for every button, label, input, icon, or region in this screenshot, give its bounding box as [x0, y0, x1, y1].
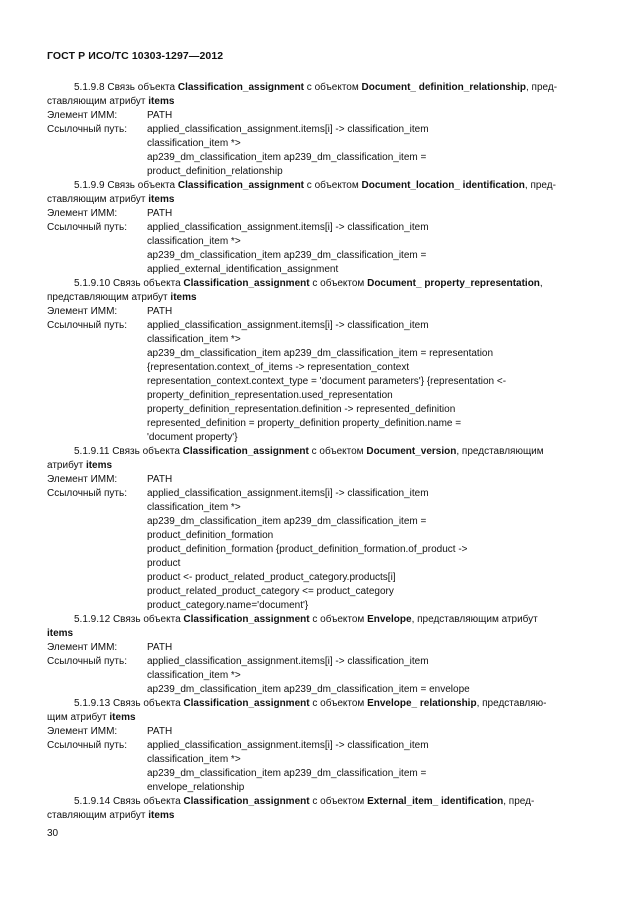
path-label: Ссылочный путь: [47, 124, 127, 135]
with-object-text: с объектом [306, 82, 359, 93]
source-entity: Classification_assignment [183, 278, 310, 289]
source-entity: Classification_assignment [183, 698, 310, 709]
element-label: Элемент ИММ: [47, 208, 118, 219]
section-number: 5.1.9.10 [74, 278, 111, 289]
element-label: Элемент ИММ: [47, 110, 118, 121]
path-line: representation_context.context_type = 'document parameters'} {representation <- [147, 376, 507, 387]
section-number: 5.1.9.12 [74, 614, 111, 625]
path-line: product_definition_formation {product_definition_formation.of_product -> [147, 544, 468, 555]
heading-continuation [47, 193, 583, 207]
element-row [47, 641, 583, 655]
with-object-text: с объектом [312, 698, 365, 709]
attribute-intro: атрибут [47, 460, 84, 471]
path-line: classification_item *> [147, 670, 241, 681]
path-line: ap239_dm_classification_item ap239_dm_classification_item = representation [147, 348, 494, 359]
link-text: Связь объекта [112, 614, 181, 625]
source-entity: Classification_assignment [182, 446, 309, 457]
source-entity: Classification_assignment [177, 180, 305, 191]
path-line: applied_classification_assignment.items[i] -> classification_item [147, 488, 429, 499]
link-text: Связь объекта [112, 698, 181, 709]
path-line: ap239_dm_classification_item ap239_dm_classification_item = [147, 250, 427, 261]
path-line: property_definition_representation.definition -> represented_definition [147, 404, 456, 415]
path-line: 'document property'} [147, 432, 238, 443]
attribute-name: items [85, 460, 113, 471]
target-entity: Document_ property_representation [367, 278, 540, 289]
attribute-name: items [47, 628, 74, 639]
path-label: Ссылочный путь: [47, 222, 127, 233]
path-row [47, 487, 583, 501]
link-text: Связь объекта [112, 796, 181, 807]
path-line: applied_classification_assignment.items[i] -> classification_item [147, 740, 429, 751]
element-value: PATH [147, 306, 173, 317]
attribute-intro: щим атрибут [47, 712, 107, 723]
element-value: PATH [147, 726, 173, 737]
source-entity: Classification_assignment [183, 614, 310, 625]
path-line: classification_item *> [147, 334, 241, 345]
path-label: Ссылочный путь: [47, 740, 127, 751]
section-heading [47, 179, 583, 193]
attribute-name: items [148, 96, 175, 107]
section-heading [47, 445, 583, 459]
path-row [47, 739, 583, 753]
path-row [47, 655, 583, 669]
path-row [47, 221, 583, 235]
link-text: Связь объекта [112, 446, 180, 457]
path-line: ap239_dm_classification_item ap239_dm_classification_item = envelope [147, 684, 470, 695]
element-value: PATH [147, 110, 173, 121]
page-number: 30 [47, 828, 59, 839]
path-label: Ссылочный путь: [47, 488, 127, 499]
target-entity: Envelope [367, 614, 412, 625]
element-value: PATH [147, 474, 173, 485]
path-line: ap239_dm_classification_item ap239_dm_classification_item = [147, 768, 427, 779]
target-entity: External_item_ identification [367, 796, 504, 807]
mapping-section [47, 445, 583, 613]
target-entity: Envelope_ relationship [367, 698, 477, 709]
section-heading [47, 613, 583, 627]
with-object-text: с объектом [312, 614, 365, 625]
document-header: ГОСТ Р ИСО/ТС 10303-1297—2012 [47, 50, 224, 62]
heading-continuation [47, 809, 583, 823]
heading-tail: , пред- [526, 82, 558, 93]
section-number: 5.1.9.9 [74, 180, 105, 191]
path-line: applied_classification_assignment.items[i] -> classification_item [147, 124, 429, 135]
with-object-text: с объектом [312, 796, 365, 807]
element-row [47, 473, 583, 487]
attribute-intro: ставляющим атрибут [47, 96, 146, 107]
attribute-intro: представляющим атрибут [47, 292, 168, 303]
heading-tail: , [539, 278, 543, 289]
link-text: Связь объекта [112, 278, 181, 289]
path-row [47, 123, 583, 137]
attribute-intro: ставляющим атрибут [47, 194, 146, 205]
element-label: Элемент ИММ: [47, 642, 118, 653]
target-entity: Document_location_ identification [361, 180, 525, 191]
path-line: classification_item *> [147, 236, 241, 247]
path-line: product_definition_relationship [147, 166, 283, 177]
element-label: Элемент ИММ: [47, 474, 118, 485]
mapping-section [47, 795, 583, 823]
mapping-section [47, 277, 583, 445]
path-label: Ссылочный путь: [47, 656, 127, 667]
source-entity: Classification_assignment [183, 796, 310, 807]
section-number: 5.1.9.13 [74, 698, 111, 709]
element-value: PATH [147, 642, 173, 653]
section-number: 5.1.9.8 [74, 82, 105, 93]
path-line: product_definition_formation [147, 530, 274, 541]
path-line: represented_definition = property_definition property_definition.name = [147, 418, 462, 429]
path-line: classification_item *> [147, 138, 241, 149]
mapping-section [47, 81, 583, 179]
target-entity: Document_version [366, 446, 457, 457]
path-line: classification_item *> [147, 502, 241, 513]
heading-continuation [47, 627, 583, 641]
link-text: Связь объекта [107, 180, 176, 191]
path-line: product [147, 558, 181, 569]
mapping-section [47, 179, 583, 277]
section-heading [47, 795, 583, 809]
path-line: {representation.context_of_items -> representation_context [147, 362, 410, 373]
path-line: applied_external_identification_assignment [147, 264, 339, 275]
path-line: property_definition_representation.used_representation [147, 390, 393, 401]
path-label: Ссылочный путь: [47, 320, 127, 331]
path-line: ap239_dm_classification_item ap239_dm_classification_item = [147, 516, 427, 527]
heading-continuation [47, 95, 583, 109]
mapping-section [47, 613, 583, 697]
with-object-text: с объектом [312, 278, 365, 289]
attribute-intro: ставляющим атрибут [47, 810, 146, 821]
mapping-section [47, 697, 583, 795]
heading-tail: , представляющим атрибут [411, 614, 538, 625]
element-row [47, 207, 583, 221]
heading-tail: , пред- [524, 180, 556, 191]
element-label: Элемент ИММ: [47, 306, 118, 317]
section-number: 5.1.9.14 [74, 796, 111, 807]
path-line: applied_classification_assignment.items[i] -> classification_item [147, 222, 429, 233]
section-heading [47, 277, 583, 291]
section-heading [47, 81, 583, 95]
element-label: Элемент ИММ: [47, 726, 118, 737]
path-row [47, 319, 583, 333]
with-object-text: с объектом [306, 180, 359, 191]
element-value: PATH [147, 208, 173, 219]
source-entity: Classification_assignment [177, 82, 305, 93]
section-heading [47, 697, 583, 711]
element-row [47, 305, 583, 319]
heading-continuation [47, 711, 583, 725]
attribute-name: items [170, 292, 197, 303]
heading-continuation [47, 459, 583, 473]
path-line: classification_item *> [147, 754, 241, 765]
link-text: Связь объекта [107, 82, 176, 93]
path-line: applied_classification_assignment.items[i] -> classification_item [147, 320, 429, 331]
path-line: product_related_product_category <= product_category [147, 586, 394, 597]
attribute-name: items [148, 194, 175, 205]
path-line: product_category.name='document'} [147, 600, 309, 611]
heading-tail: , пред- [503, 796, 535, 807]
section-number: 5.1.9.11 [74, 446, 110, 457]
element-row [47, 725, 583, 739]
target-entity: Document_ definition_relationship [361, 82, 526, 93]
path-line: applied_classification_assignment.items[i] -> classification_item [147, 656, 429, 667]
document-body [47, 81, 583, 823]
with-object-text: с объектом [311, 446, 364, 457]
path-line: ap239_dm_classification_item ap239_dm_classification_item = [147, 152, 427, 163]
element-row [47, 109, 583, 123]
path-line: envelope_relationship [147, 782, 245, 793]
attribute-name: items [109, 712, 136, 723]
attribute-name: items [148, 810, 175, 821]
heading-tail: , представляющим [456, 446, 544, 457]
heading-tail: , представляю- [476, 698, 547, 709]
heading-continuation [47, 291, 583, 305]
path-line: product <- product_related_product_category.products[i] [147, 572, 396, 583]
